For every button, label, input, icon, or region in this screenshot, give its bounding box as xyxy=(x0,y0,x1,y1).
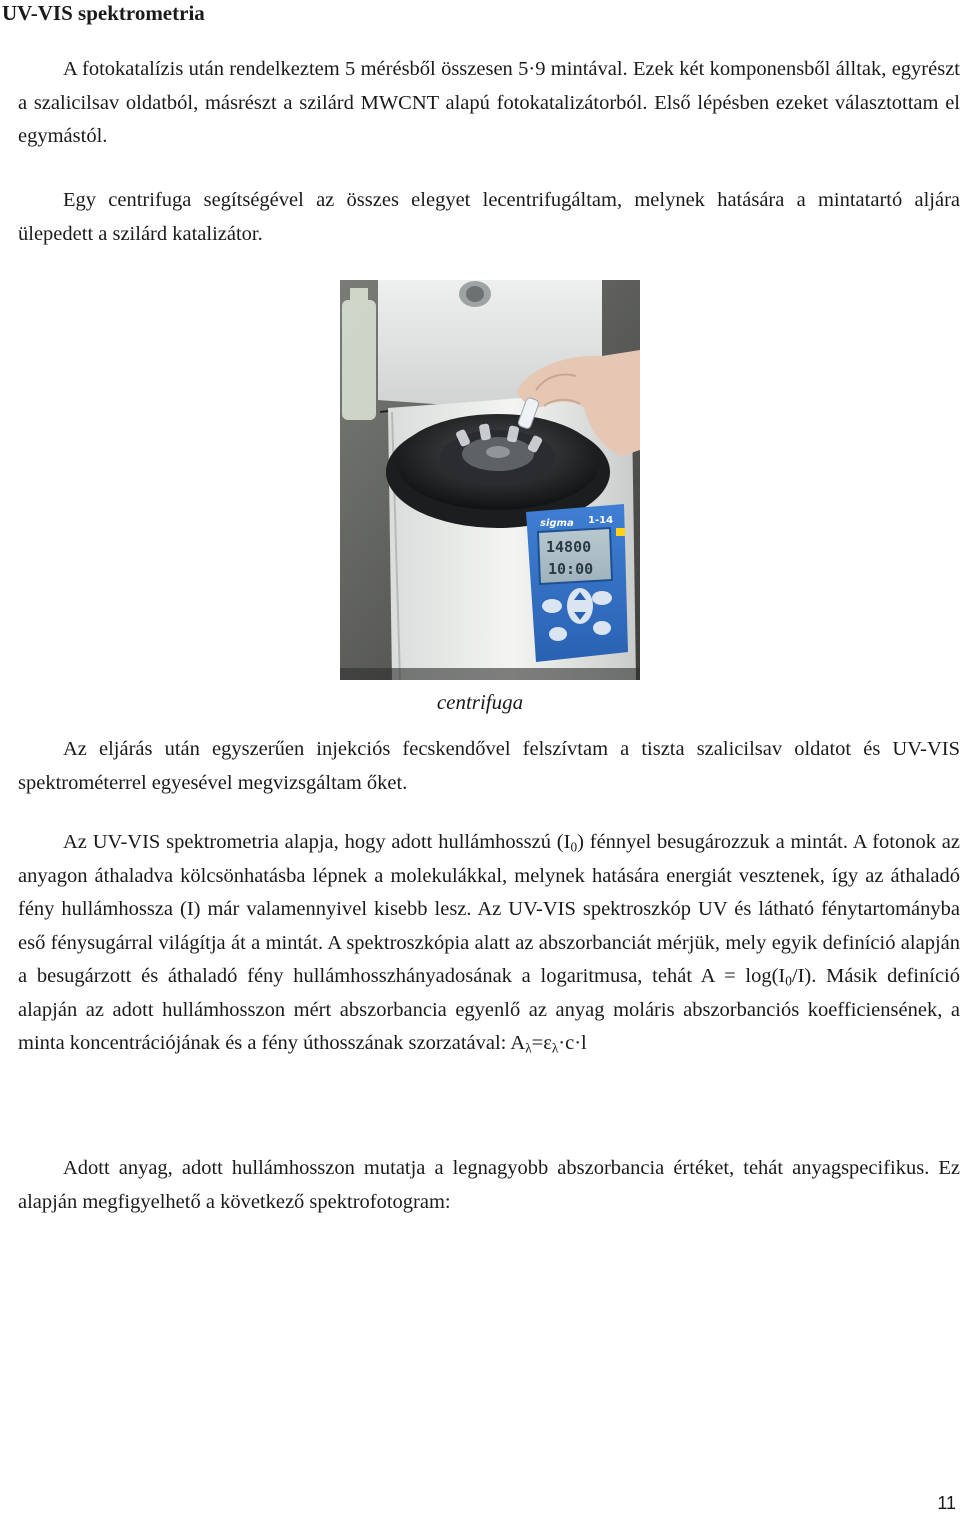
figure-caption: centrifuga xyxy=(436,690,524,714)
subscript-zero: 0 xyxy=(570,839,578,855)
paragraph-conclusion: Adott anyag, adott hullámhosszon mutatja a legnagyobb abszorbancia értéket, tehát anyagspecifikus. Ez alapján megfigyelhető a következő spektrofotogram: xyxy=(18,1157,960,1213)
page-number: 11 xyxy=(937,1493,956,1513)
text-segment: /I). Másik definíció alapján az adott hullámhosszon mért abszorbancia egyenlő az anyag moláris abszorbanciós koefficiensének, a minta koncentrációjának és a fény úthosszának szorzatával: A xyxy=(18,965,960,1054)
paragraph-centrifuge: Egy centrifuga segítségével az összes elegyet lecentrifugáltam, melynek hatására a mintatartó aljára ülepedett a szilárd katalizátor. xyxy=(18,189,960,245)
paragraph-uvvis-basics xyxy=(18,826,960,1061)
brand-label: sigma xyxy=(540,518,574,529)
subscript-lambda: λ xyxy=(525,1040,532,1056)
text-segment: ·c·l xyxy=(558,1032,587,1054)
centrifuge-photo xyxy=(340,280,640,680)
lcd-speed: 14800 xyxy=(546,538,592,556)
subscript-zero: 0 xyxy=(785,973,792,989)
model-label: 1-14 xyxy=(588,515,614,526)
subscript-lambda: λ xyxy=(551,1040,559,1056)
paragraph-intro: A fotokatalízis után rendelkeztem 5 mérésből összesen 5·9 mintával. Ezek két komponensből álltak, egyrészt a szalicilsav oldatból, másrészt a szilárd MWCNT alapú fotokatalizátorból. Első lépésben ezeket választottam el egymástól. xyxy=(18,58,960,147)
text-segment: Az UV-VIS spektrometria alapja, hogy adott hullámhosszú (I xyxy=(63,831,571,853)
lcd-time: 10:00 xyxy=(548,560,594,578)
paragraph-procedure: Az eljárás után egyszerűen injekciós fecskendővel felszívtam a tiszta szalicilsav oldatot és UV-VIS spektrométerrel egyesével megvizsgáltam őket. xyxy=(18,738,960,794)
text-segment: =ε xyxy=(531,1032,552,1054)
section-heading: UV-VIS spektrometria xyxy=(2,1,205,25)
text-segment: ) fénnyel besugározzuk a mintát. A fotonok az anyagon áthaladva kölcsönhatásba lépnek a molekulákkal, melynek hatására energiát vesztenek, így az áthaladó fény hullámhossza (I) már valamennyivel kisebb lesz. Az UV-VIS spektroszkóp UV és látható fénytartományba eső fénysugárral világítja át a mintát. A spektroszkópia alatt az abszorbanciát mérjük, mely egyik definíció alapján a besugárzott és áthaladó fény hullámhosszhányadosának a logaritmusa, tehát A = log(I xyxy=(18,831,960,987)
